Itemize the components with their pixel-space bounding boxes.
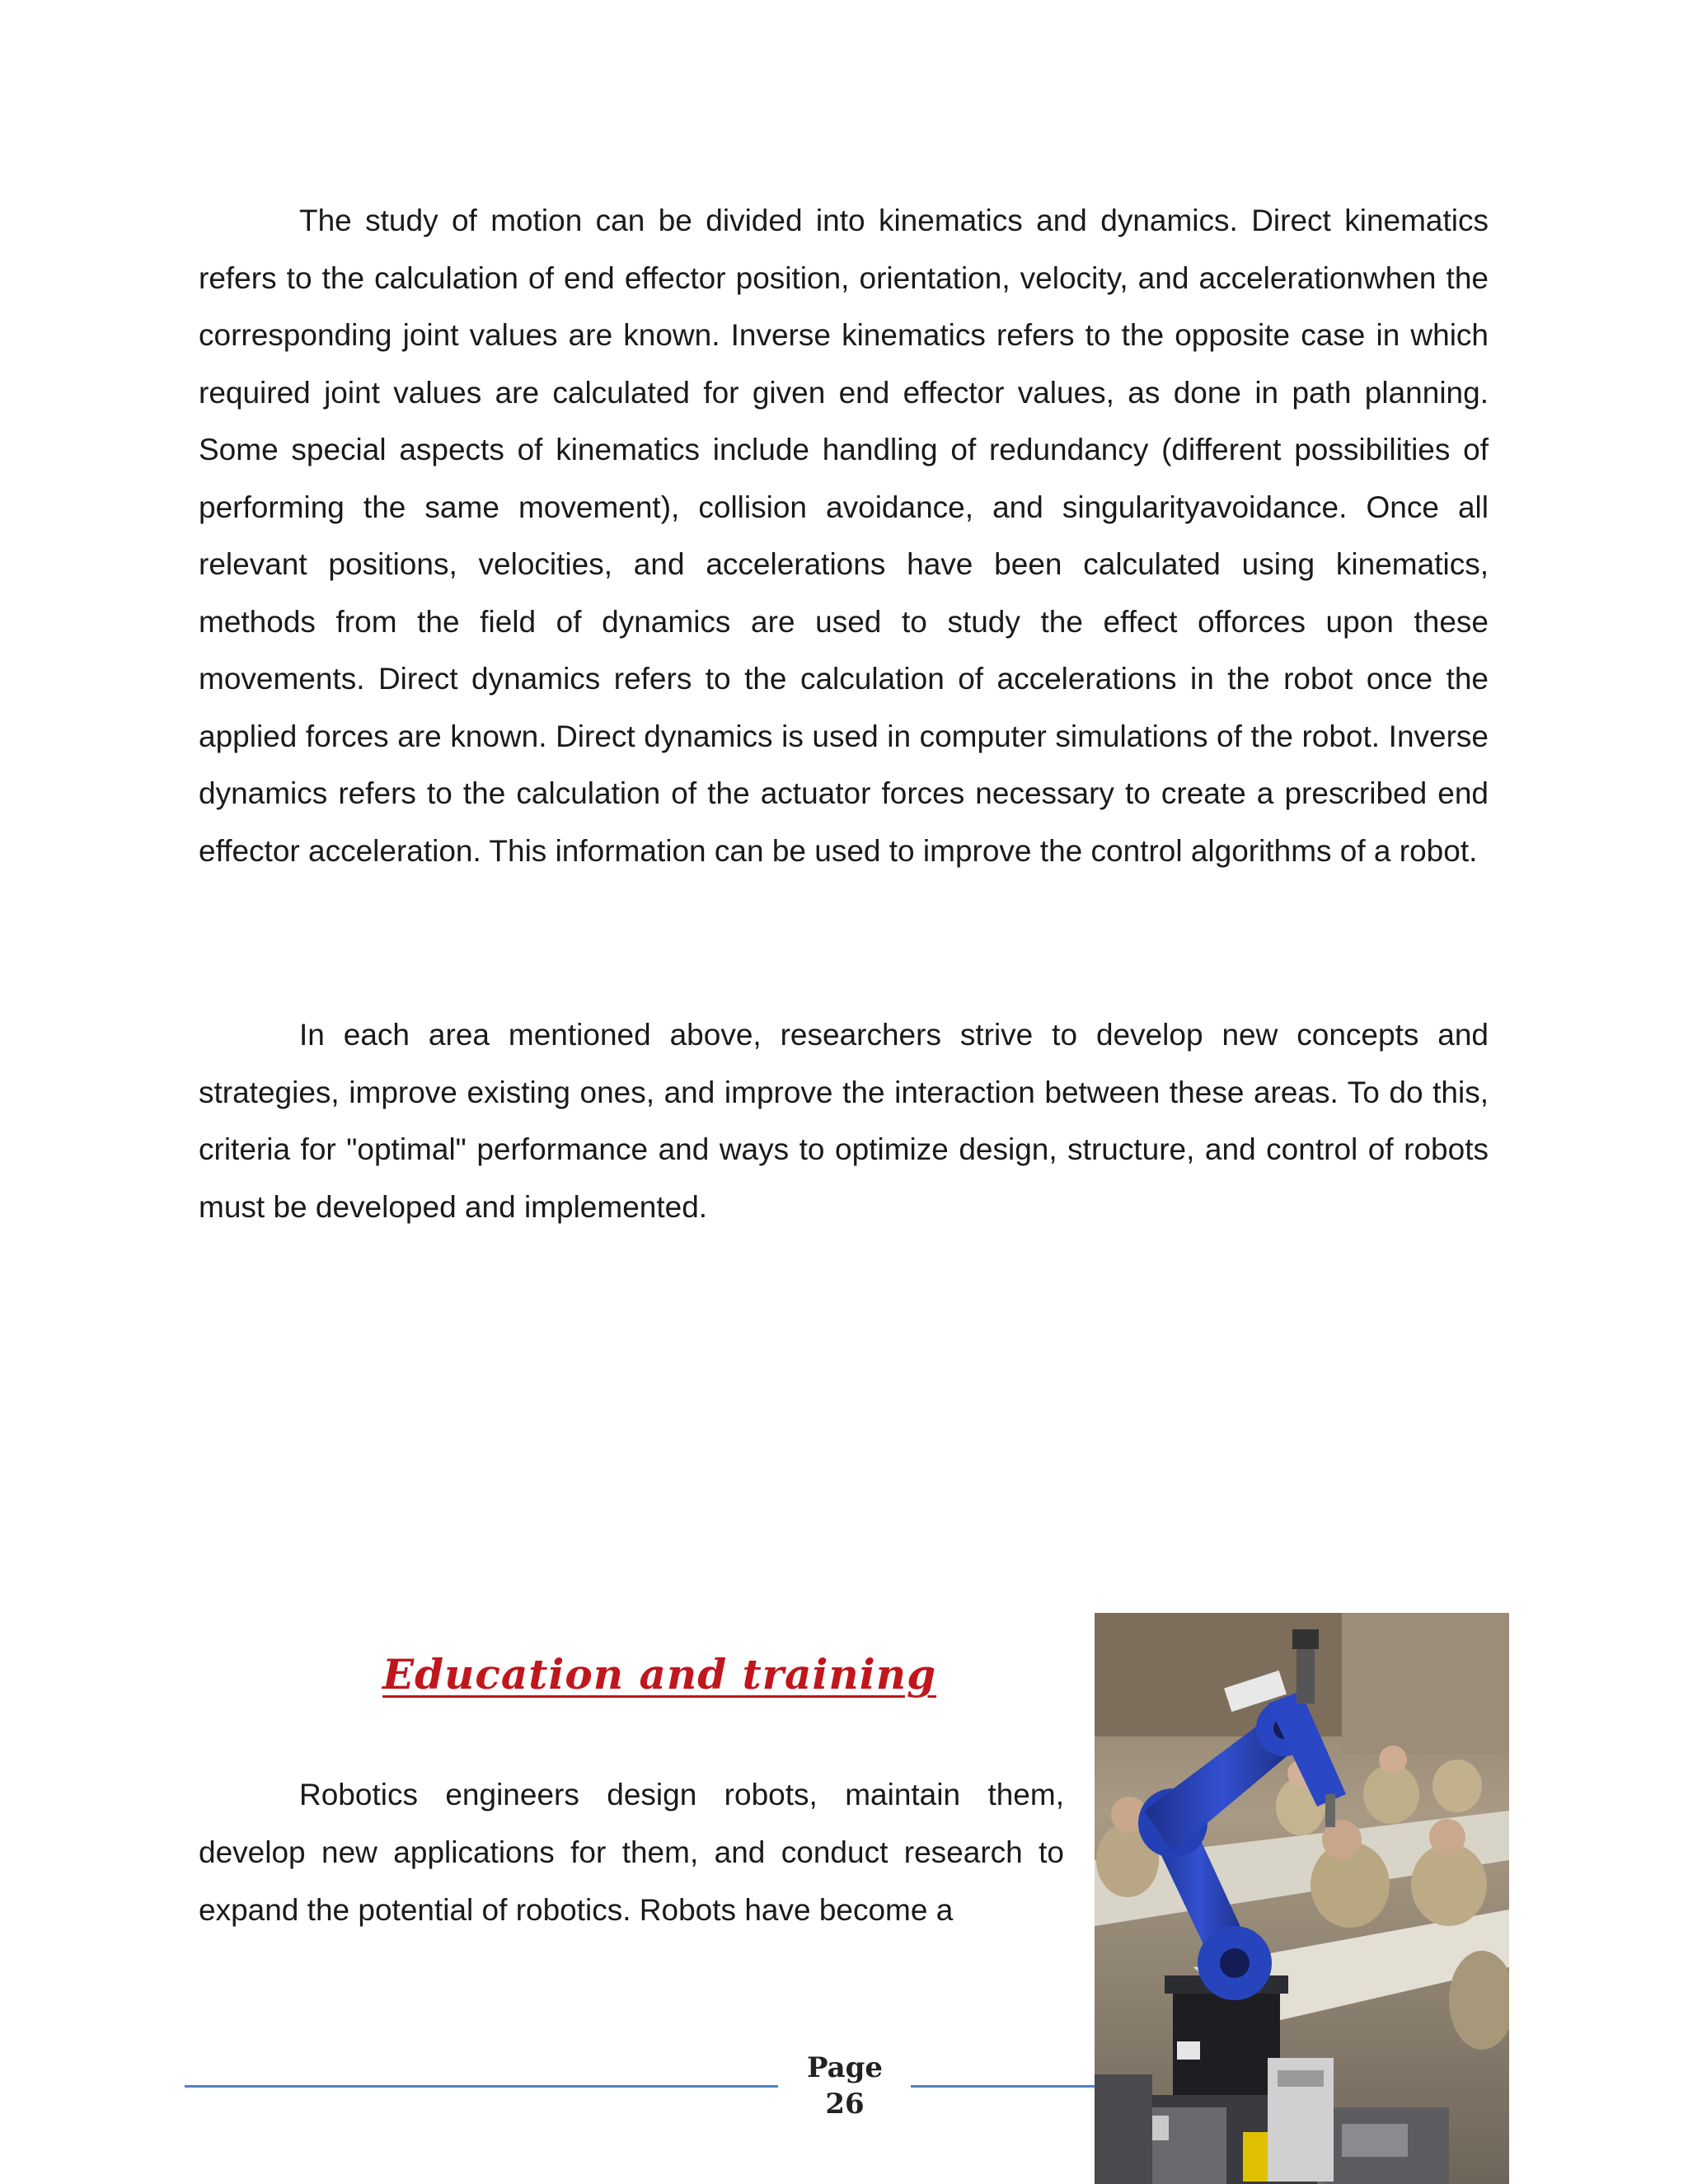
footer-rule-right [911, 2085, 1095, 2088]
paragraph-text: Robotics engineers design robots, maintain them, develop new applications for them, and conduct research to expand the potential of robotics. Robots have become a [199, 1778, 1064, 1927]
section-heading: Education and training [382, 1650, 937, 1699]
page-label: Page [806, 2051, 884, 2084]
body-paragraph-kinematics [199, 192, 1489, 879]
footer-rule-left [185, 2085, 778, 2088]
paragraph-text: The study of motion can be divided into kinematics and dynamics. Direct kinematics refers to the calculation of end effector position, orientation, velocity, and accelerationwhen the corresponding joint values are known. Inverse kinematics refers to the opposite case in which required joint values are calculated for given end effector values, as done in path planning. Some special aspects of kinematics include handling of redundancy (different possibilities of performing the same movement), collision avoidance, and singularityavoidance. Once all relevant positions, velocities, and accelerations have been calculated using kinematics, methods from the field of dynamics are used to study the effect offorces upon these movements. Direct dynamics refers to the calculation of accelerations in the robot once the applied forces are known. Direct dynamics is used in computer simulations of the robot. Inverse dynamics refers to the calculation of the actuator forces necessary to create a prescribed end effector acceleration. This information can be used to improve the control algorithms of a robot. [199, 204, 1489, 868]
page-number: 26 [825, 2088, 865, 2121]
body-paragraph-research [199, 1006, 1489, 1235]
robot-arm-photo [1095, 1613, 1509, 2184]
section-paragraph [199, 1766, 1064, 1939]
paragraph-text: In each area mentioned above, researchers strive to develop new concepts and strategies, improve existing ones, and improve the interaction between these areas. To do this, criteria for "optimal" performance and ways to optimize design, structure, and control of robots must be developed and implemented. [199, 1018, 1489, 1224]
